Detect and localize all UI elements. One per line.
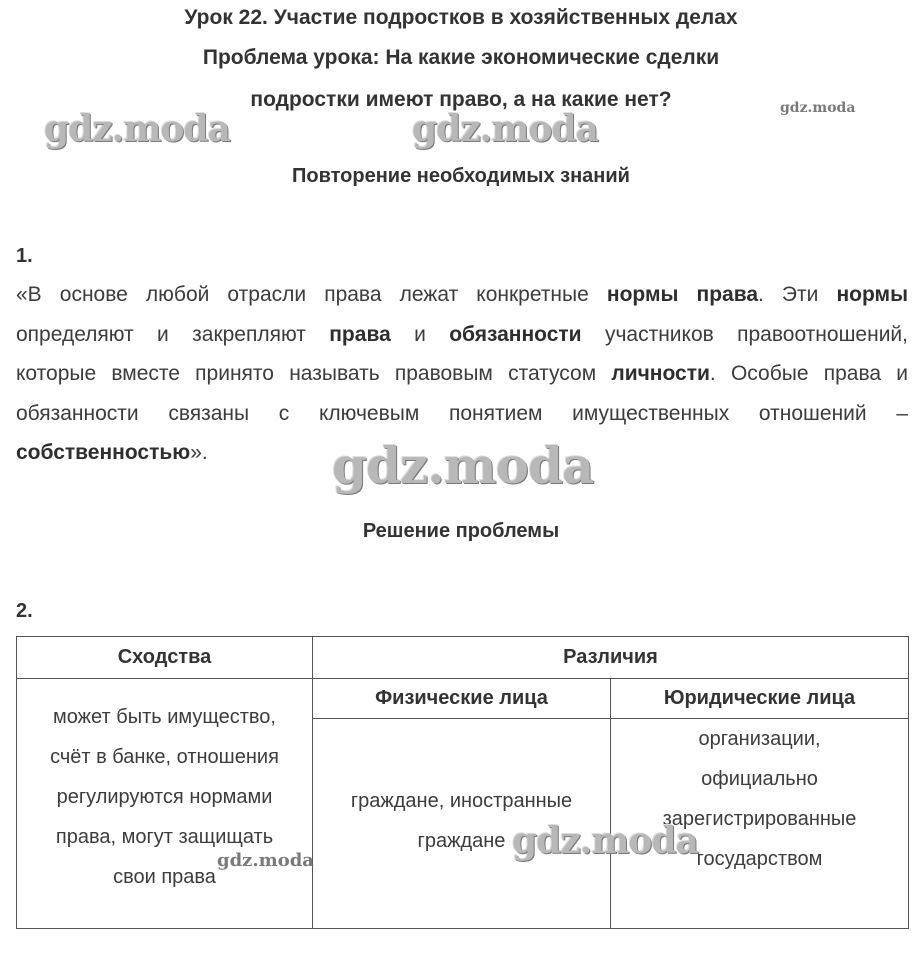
problem-line-1: Проблема урока: На какие экономические сделки [202,46,720,69]
similarities-line: права, могут защищать [55,826,274,848]
bold-term: нормы [836,283,908,306]
similarities-line: свои права [113,866,216,888]
lesson-title: Урок 22. Участие подростков в хозяйственных делах [184,6,738,29]
text-segment: обязанности связаны с ключевым понятием имущественных отношений – [16,401,908,425]
text-segment: . Эти [758,283,837,306]
physical-persons-line: граждане, иностранные [350,790,573,812]
text-segment: «В основе любой отрасли права лежат конкретные [16,283,607,306]
subheader-physical-persons: Физические лица [313,679,611,719]
similarities-line: может быть имущество, [53,706,276,728]
watermark-logo: gdz.moda [412,108,598,150]
watermark-logo: gdz.moda [44,108,230,150]
section-heading-solution: Решение проблемы [362,520,560,542]
physical-persons-line: граждане [417,830,506,852]
watermark-logo-small: gdz.moda [217,850,314,871]
text-segment: определяют и закрепляют [16,322,330,346]
similarities-line: регулируются нормами [56,786,273,808]
similarities-cell [17,679,313,929]
section-heading-review: Повторение необходимых знаний [292,165,630,187]
header-differences: Различия [313,637,909,679]
legal-persons-line: зарегистрированные [662,808,857,830]
bold-term: собственностью [16,441,191,464]
comparison-table [16,636,909,929]
task-2-number: 2. [16,600,33,622]
problem-line-2: подростки имеют право, а на какие нет? [250,88,672,111]
legal-persons-line: официально [701,768,818,790]
text-segment: и [390,322,450,346]
legal-persons-line: организации, [698,728,821,750]
watermark-logo: gdz.moda [512,820,698,862]
text-segment: которые вместе принято называть правовым статусом [16,362,612,385]
paragraph-line [16,275,908,315]
paragraph-line [16,354,908,394]
task-1-number: 1. [16,245,33,267]
text-segment: участников правоотношений, [581,322,908,346]
bold-term: права [329,322,391,346]
bold-term: личности [611,362,710,385]
paragraph-line [16,315,908,355]
text-segment: . Особые права и [709,362,908,385]
watermark-logo: gdz.moda [332,436,594,495]
paragraph-line [16,394,908,434]
header-similarities: Сходства [17,637,313,679]
similarities-line: счёт в банке, отношения [50,746,279,768]
watermark-logo-small: gdz.moda [780,100,856,116]
legal-persons-line: государством [696,848,823,870]
subheader-legal-persons: Юридические лица [611,679,909,719]
bold-term: нормы права [606,283,759,306]
text-segment: ». [190,441,208,464]
bold-term: обязанности [449,322,582,346]
